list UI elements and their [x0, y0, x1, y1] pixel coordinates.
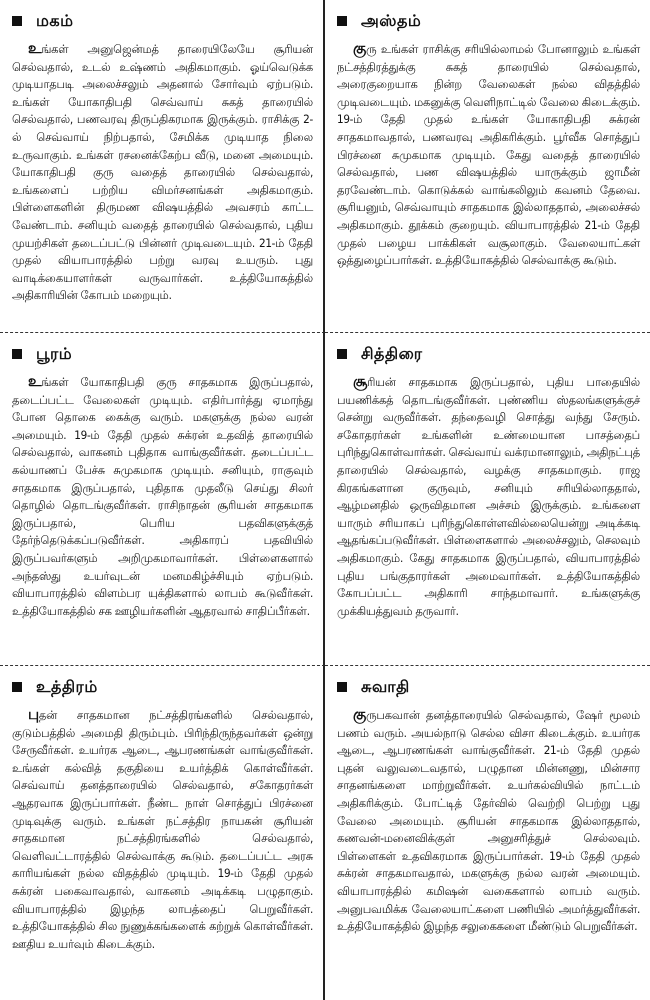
square-bullet-icon: [12, 349, 22, 359]
section-header: [12, 674, 313, 700]
section-header: [12, 341, 313, 367]
square-bullet-icon: [12, 682, 22, 692]
square-bullet-icon: [12, 16, 22, 26]
section-text: ருபகவான் தனத்தாரையில் செல்வதால், ஷேர் மூலம் பணம் வரும். அயல்நாடு செல்ல விசா கிடைக்கும். உயர்ரக ஆடை, ஆபரணங்கள் வாங்குவீர்கள். 21-ம் தேதி முதல் புதன் வலுவடைவதால், பழுதான மின்னணு, மின்சார சாதனங்களை மாற்றுவீர்கள். உயர்கல்வியில் நாட்டம் அதிகரிக்கும். போட்டித் தேர்வில் வெற்றி பெற்று புது வேலை அமையும். சூரியன் சாதகமாக இல்லாததால், கணவன்-மனைவிக்குள் அனுசரித்துச் செல்லவும். பிள்ளைகள் உதவிகரமாக இருப்பார்கள். 19-ம் தேதி முதல் சுக்ரன் சாதகமாவதால், மகளுக்கு நல்ல வரன் அமையும். வியாபாரத்தில் கமிஷன் வகைகளால் லாபம் வரும். அனுபவமிக்க வேலையாட்களை பணியில் அமர்த்துவீர்கள். உத்தியோகத்தில் இழந்த சலுகைகளை மீண்டும் பெறுவீர்கள்.: [337, 708, 640, 934]
section-title: உத்திரம்: [36, 676, 98, 696]
section-text: ங்கள் யோகாதிபதி குரு சாதகமாக இருப்பதால், தடைப்பட்ட வேலைகள் முடியும். எதிர்பார்த்து ஏமாந்து போன தொகை கைக்கு வரும். மகளுக்கு நல்ல வரன் அமையும். 19-ம் தேதி முதல் சுக்ரன் உதவித் தாரையில் செல்வதால், வாகனம் புதிதாக வாங்குவீர்கள். தடைப்பட்ட கல்யாணப் பேச்சு சுமுகமாக முடியும். சனியும், ராகுவும் சாதகமாக இருப்பதால், புதிதாக முதலீடு செய்து சிலர் தொழில் தொடங்குவீர்கள். ராசிநாதன் சூரியன் சாதகமாக இருப்பதால், பெரிய பதவிகளுக்குத் தேர்ந்தெடுக்கப்படுவீர்கள். அதிகாரப் பதவியில் இருப்பவர்களும் அறிமுகமாவார்கள். பிள்ளைகளால் அந்தஸ்து உயர்வுடன் மனமகிழ்ச்சியும் ஏற்படும். வியாபாரத்தில் விளம்பர யுக்திகளால் லாபம் கூடுவீர்கள். உத்தியோகத்தில் சக ஊழியர்களின் ஆதரவால் சாதிப்பீர்கள்.: [12, 375, 313, 618]
section-text: தன் சாதகமான நட்சத்திரங்களில் செல்வதால், குடும்பத்தில் அமைதி திரும்பும். பிரிந்திருந்தவர்கள் ஒன்று சேருவீர்கள். உயர்ரக ஆடை, ஆபரணங்கள் வாங்குவீர்கள். உங்கள் கல்வித் தகுதியை உயர்த்திக் கொள்வீர்கள். செவ்வாய் தனத்தாரையில் செல்வதால், சகோதரர்கள் ஆதரவாக இருப்பார்கள். நீண்ட நாள் சொத்துப் பிரச்னை முடிவுக்கு வரும். உங்கள் நட்சத்திர நாயகன் சூரியன் சாதகமான நட்சத்திரங்களில் செல்வதால், வெளிவட்டாரத்தில் செல்வாக்கு கூடும். தடைப்பட்ட அரசு காரியங்கள் நல்ல விதத்தில் முடியும். 19-ம் தேதி முதல் சுக்ரன் பகைவாவதால், வாகனம் அடிக்கடி பழுதாகும். வியாபாரத்தில் இழந்த லாபத்தைப் பெறுவீர்கள். உத்தியோகத்தில் சில நுணுக்கங்களைக் கற்றுக் கொள்வீர்கள். ஊதிய உயர்வும் கிடைக்கும்.: [12, 708, 313, 951]
section-body: [12, 706, 313, 953]
square-bullet-icon: [337, 16, 347, 26]
section-body: [337, 373, 640, 620]
section-text: ரு உங்கள் ராசிக்கு சரியில்லாமல் போனாலும் உங்கள் நட்சத்திரத்துக்கு சுகத் தாரையில் செல்வதால், அரைகுறையாக நின்ற வேலைகள் நல்ல விதத்தில் முடிவடையும். மகனுக்கு வெளிநாட்டில் வேலை கிடைக்கும். 19-ம் தேதி முதல் உங்கள் யோகாதிபதி சுக்ரன் சாதகமாவதால், பணவரவு அதிகரிக்கும். பூர்வீக சொத்துப் பிரச்னை சுமுகமாக முடியும். கேது வதைத் தாரையில் செல்வதால், பண விஷயத்தில் யாருக்கும் ஜாமீன் தரவேண்டாம். கொடுக்கல் வாங்கலிலும் கவனம் தேவை. சூரியனும், செவ்வாயும் சாதகமாக இல்லாததால், அலைச்சல் அதிகமாகும். தூக்கம் குறையும். வியாபாரத்தில் 21-ம் தேதி முதல் பழைய பாக்கிகள் வசூலாகும். வேலையாட்கள் ஒத்துழைப்பார்கள். உத்தியோகத்தில் செல்வாக்கு கூடும்.: [337, 42, 640, 268]
drop-cap: பு: [28, 705, 39, 723]
drop-cap: சூ: [353, 372, 368, 390]
section-text: ரியன் சாதகமாக இருப்பதால், புதிய பாதையில் பயணிக்கத் தொடங்குவீர்கள். புண்ணிய ஸ்தலங்களுக்குச் சென்று வருவீர்கள். தந்தைவழி சொத்து வந்து சேரும். சகோதரர்கள் உங்களின் உண்மையான பாசத்தைப் புரிந்துகொள்வார்கள். செவ்வாய் வக்ரமானாலும், அதிநட்புத் தாரையில் செல்வதால், வழக்கு சாதகமாகும். ராஜ கிரகங்களான குருவும், சனியும் சரியில்லாததால், ஆழ்மனதில் ஒருவிதமான அச்சம் இருக்கும். உங்களை யாரும் சரியாகப் புரிந்துகொள்ளவில்லையென்று அடிக்கடி ஆதங்கப்படுவீர்கள். பிள்ளைகளால் அலைச்சலும், செலவும் அதிகமாகும். கேது சாதகமாக இருப்பதால், வியாபாரத்தில் புதிய பங்குதாரர்கள் அமைவார்கள். உத்தியோகத்தில் கோபப்பட்ட அதிகாரி சாந்தமாவார். உங்களுக்கு முக்கியத்துவம் தருவார்.: [337, 375, 640, 618]
section-header: [337, 341, 640, 367]
section-body: [12, 373, 313, 620]
section-header: [337, 8, 640, 34]
section-title: மகம்: [36, 10, 74, 30]
section-body: [337, 706, 640, 936]
section-swathi: [325, 666, 650, 1000]
drop-cap: கு: [353, 39, 366, 57]
section-chithirai: [325, 333, 650, 666]
section-title: சித்திரை: [361, 343, 423, 363]
section-title: அஸ்தம்: [361, 10, 422, 30]
drop-cap: கு: [353, 705, 366, 723]
section-pooram: [0, 333, 325, 666]
section-text: ங்கள் அனுஜென்மத் தாரையிலேயே சூரியன் செல்வதால், உடல் உஷ்ணம் அதிகமாகும். ஓய்வெடுக்க முடியாதபடி அலைச்சலும் அதனால் சோர்வும் ஏற்படும். உங்கள் யோகாதிபதி செவ்வாய் சுகத் தாரையில் செல்வதால், பணவரவு திருப்திகரமாக இருக்கும். ராசிக்கு 2-ல் செவ்வாய் நிற்பதால், சேமிக்க முடியாத நிலை உருவாகும். உங்கள் ரசனைக்கேற்ப வீடு, மனை அமையும். யோகாதிபதி குரு வதைத் தாரையில் செல்வதால், உங்களைப் பற்றிய விமர்சனங்கள் அதிகமாகும். பிள்ளைகளின் திருமண விஷயத்தில் அவசரம் காட்ட வேண்டாம். சனியும் வதைத் தாரையில் செல்வதால், புதிய முயற்சிகள் தடைப்பட்டு பின்னர் முடிவடையும். 21-ம் தேதி முதல் வியாபாரத்தில் பற்று வரவு உயரும். புது வாடிக்கையாளர்கள் வருவார்கள். உத்தியோகத்தில் அதிகாரியின் கோபம் மறையும்.: [12, 42, 313, 303]
drop-cap: உ: [28, 39, 42, 57]
section-title: சுவாதி: [361, 676, 410, 696]
drop-cap: உ: [28, 372, 42, 390]
section-title: பூரம்: [36, 343, 73, 363]
section-header: [337, 674, 640, 700]
section-astham: [325, 0, 650, 333]
section-uthiram: [0, 666, 325, 1000]
square-bullet-icon: [337, 682, 347, 692]
square-bullet-icon: [337, 349, 347, 359]
section-body: [12, 40, 313, 305]
section-body: [337, 40, 640, 270]
section-magam: [0, 0, 325, 333]
section-header: [12, 8, 313, 34]
